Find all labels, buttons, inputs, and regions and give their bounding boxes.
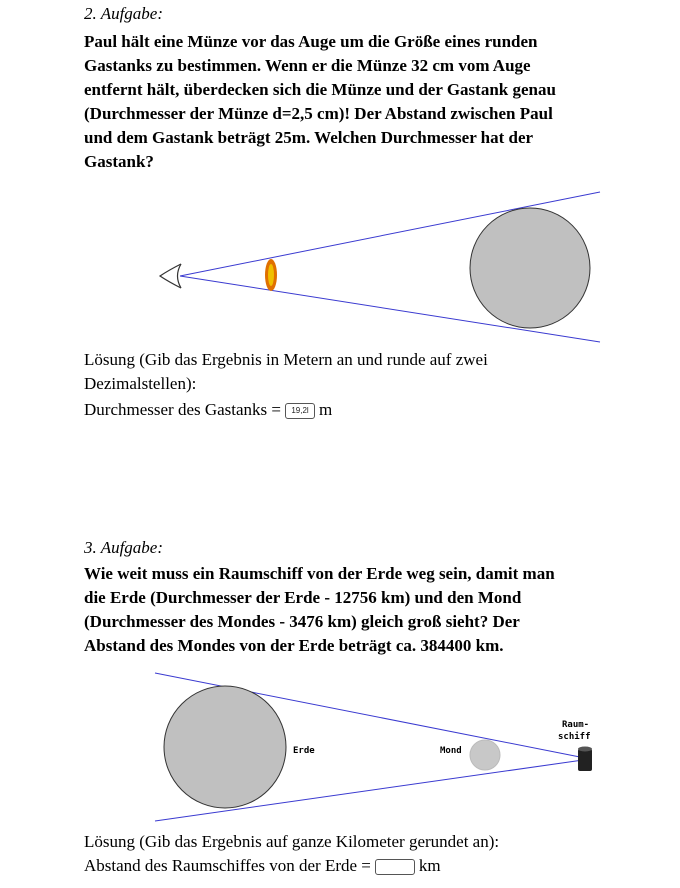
task2-answer-unit: m: [319, 400, 333, 419]
task3-answer-row: [84, 854, 441, 878]
task3-heading: 3. Aufgabe:: [84, 538, 164, 557]
task2-diagram: [0, 180, 680, 355]
task2-answer-row: [84, 398, 332, 422]
task2-question-line: (Durchmesser der Münze d=2,5 cm)! Der Abstand zwischen Paul: [84, 104, 553, 123]
task3-question-line: (Durchmesser des Mondes - 3476 km) gleich groß sieht? Der: [84, 612, 520, 631]
task2-question-line: Gastank?: [84, 152, 154, 171]
task2-question-line: Gastanks zu bestimmen. Wenn er die Münze 32 cm vom Auge: [84, 56, 531, 75]
task3-diagram: [0, 665, 680, 825]
task2-question: [84, 30, 664, 174]
spaceship-label-line-2: schiff: [558, 732, 591, 742]
spaceship-label-line-1: Raum-: [562, 720, 590, 730]
task2-solution-line-1: Lösung (Gib das Ergebnis in Metern an und runde auf zwei: [84, 350, 488, 369]
task2-answer-label: Durchmesser des Gastanks =: [84, 400, 282, 419]
spaceship-distance-input[interactable]: [375, 859, 415, 875]
earth-label: Erde: [293, 746, 315, 756]
task3-question-line: Abstand des Mondes von der Erde beträgt ca. 384400 km.: [84, 636, 504, 655]
task2-question-line: und dem Gastank beträgt 25m. Welchen Durchmesser hat der: [84, 128, 534, 147]
gas-tank-icon: [470, 208, 590, 328]
task3-answer-label: Abstand des Raumschiffes von der Erde =: [84, 856, 371, 875]
task2-solution-line-2: Dezimalstellen):: [84, 374, 197, 393]
moon-icon: [470, 740, 500, 770]
gastank-diameter-input[interactable]: [285, 403, 315, 419]
task3-answer-unit: km: [418, 856, 441, 875]
task2-question-line: Paul hält eine Münze vor das Auge um die Größe eines runden: [84, 32, 538, 51]
task2-heading: 2. Aufgabe:: [84, 4, 164, 23]
moon-label: Mond: [440, 746, 462, 756]
earth-icon: [164, 686, 286, 808]
task3-solution-line-1: Lösung (Gib das Ergebnis auf ganze Kilometer gerundet an):: [84, 832, 500, 851]
task3-question-line: die Erde (Durchmesser der Erde - 12756 km) und den Mond: [84, 588, 522, 607]
task2-question-line: entfernt hält, überdecken sich die Münze und der Gastank genau: [84, 80, 556, 99]
eye-icon: [160, 264, 181, 288]
task3-question: [84, 562, 674, 658]
spaceship-icon: [578, 747, 592, 772]
task3-question-line: Wie weit muss ein Raumschiff von der Erde weg sein, damit man: [84, 564, 555, 583]
